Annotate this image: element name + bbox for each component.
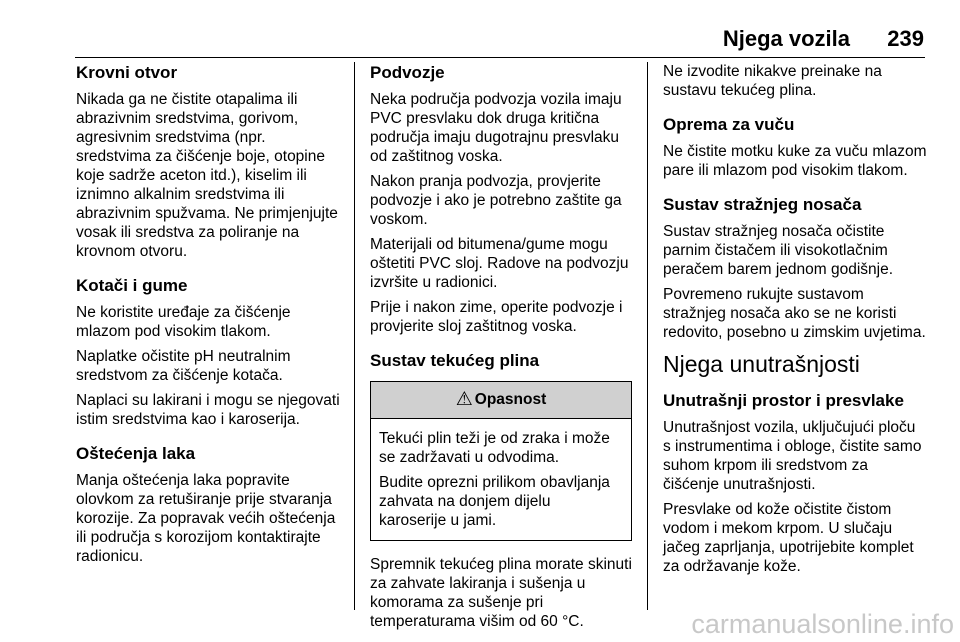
main-heading-interior-care: Njega unutrašnjosti bbox=[663, 351, 860, 377]
paragraph: Sustav stražnjeg nosača očistite parnim čistačem ili visokotlačnim peračem barem jednom godišnje. bbox=[663, 223, 894, 278]
paragraph: Ne koristite uređaje za čišćenje mlazom pod visokim tlakom. bbox=[76, 304, 291, 340]
warning-triangle-icon: ⚠ bbox=[455, 389, 473, 410]
section-heading-interior-upholstery: Unutrašnji prostor i presvlake bbox=[663, 391, 904, 410]
paragraph: Ne čistite motku kuke za vuču mlazom pare ili mlazom pod visokim tlakom. bbox=[663, 143, 927, 179]
section-heading-lpg-system: Sustav tekućeg plina bbox=[370, 351, 540, 370]
header-divider bbox=[75, 57, 925, 58]
chapter-title: Njega vozila bbox=[722, 26, 850, 51]
column-3 bbox=[663, 62, 927, 582]
column-2 bbox=[370, 62, 632, 637]
paragraph: Materijali od bitumena/gume mogu oštetiti PVC sloj. Radove na podvozju izvršite u radionici. bbox=[370, 236, 629, 291]
page-header bbox=[0, 22, 960, 52]
page-number: 239 bbox=[887, 26, 924, 51]
paragraph: Prije i nakon zime, operite podvozje i provjerite sloj zaštitnog voska. bbox=[370, 299, 623, 335]
column-1 bbox=[76, 62, 344, 572]
section-heading-underbody: Podvozje bbox=[370, 63, 445, 82]
column-divider-2 bbox=[647, 62, 648, 610]
section-heading-towing-equipment: Oprema za vuču bbox=[663, 115, 795, 134]
paragraph: Naplaci su lakirani i mogu se njegovati istim sredstvima kao i karoserija. bbox=[76, 392, 340, 428]
paragraph: Neka područja podvozja vozila imaju PVC presvlaku dok druga kritična područja imaju dugotrajnu presvlaku od zaštitnog voska. bbox=[370, 91, 622, 165]
section-heading-wheels: Kotači i gume bbox=[76, 276, 188, 295]
paragraph: Presvlake od kože očistite čistom vodom i mekom krpom. U slučaju jačeg zaprljanja, upotrijebite komplet za održavanje kože. bbox=[663, 501, 914, 575]
paragraph: Budite oprezni prilikom obavljanja zahvata na donjem dijelu karoserije u jami. bbox=[379, 474, 610, 529]
paragraph: Spremnik tekućeg plina morate skinuti za zahvate lakiranja i sušenja u komorama za sušenje pri temperaturama višim od 60 °C. bbox=[370, 556, 632, 630]
danger-box-header bbox=[371, 382, 631, 419]
section-heading-rear-carrier: Sustav stražnjeg nosača bbox=[663, 195, 862, 214]
danger-box bbox=[370, 381, 632, 541]
paragraph: Nikada ga ne čistite otapalima ili abrazivnim sredstvima, gorivom, agresivnim sredstvima (npr. sredstvima za čišćenje boje, otopine koje sadrže aceton itd.), kiselim ili iznimno alkalnim sredstvima ili abrazivnim spužvama. Ne primjenjujte vosak ili sredstva za poliranje na krovnom otvoru. bbox=[76, 91, 338, 260]
danger-title: Opasnost bbox=[474, 391, 547, 408]
watermark: carmanualsonline.info bbox=[691, 609, 954, 639]
paragraph: Naplatke očistite pH neutralnim sredstvom za čišćenje kotača. bbox=[76, 348, 291, 384]
paragraph: Povremeno rukujte sustavom stražnjeg nosača ako se ne koristi redovito, posebno u zimskim uvjetima. bbox=[663, 286, 926, 341]
column-divider-1 bbox=[354, 62, 355, 610]
danger-box-body bbox=[371, 419, 631, 540]
paragraph: Nakon pranja podvozja, provjerite podvozje i ako je potrebno zaštite ga voskom. bbox=[370, 173, 622, 228]
paragraph: Tekući plin teži je od zraka i može se zadržavati u odvodima. bbox=[379, 430, 610, 466]
section-heading-sunroof: Krovni otvor bbox=[76, 63, 178, 82]
paragraph: Manja oštećenja laka popravite olovkom za retuširanje prije stvaranja korozije. Za popravak većih oštećenja ili područja s korozijom kontaktirajte radionicu. bbox=[76, 472, 336, 565]
paragraph: Unutrašnjost vozila, uključujući ploču s instrumentima i obloge, čistite samo suhom krpom ili sredstvom za čišćenje unutrašnjosti. bbox=[663, 419, 922, 493]
paragraph: Ne izvodite nikakve preinake na sustavu tekućeg plina. bbox=[663, 63, 882, 99]
section-heading-paint-damage: Oštećenja laka bbox=[76, 444, 196, 463]
